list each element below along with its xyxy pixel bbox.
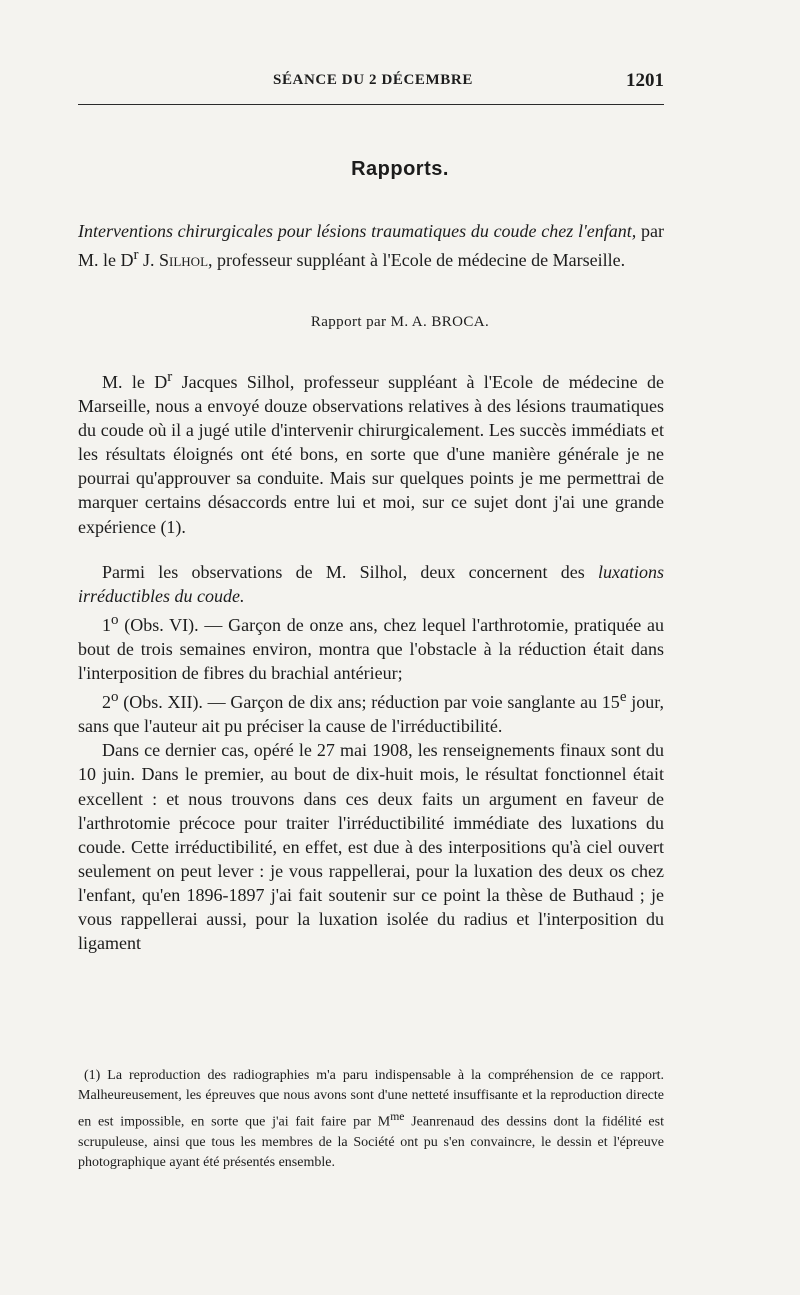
footnote-sup: me — [390, 1109, 405, 1123]
footnote-text-a: La reproduction des radiographies m'a paru indispensable à la compréhension de ce rapport. Malheureusement, les épreuves que nous avons sont d'une netteté insuffisante et la reproduction directe en est impossible, en sorte que j'ai fait faire par M — [78, 1068, 664, 1130]
running-title: SÉANCE DU 2 DÉCEMBRE — [273, 72, 473, 88]
footnote-mark: (1) — [84, 1068, 101, 1083]
p2-start: Parmi les observations de M. Silhol, deux concernent des — [102, 561, 598, 582]
section-title: Rapports. — [351, 158, 449, 180]
p4-text-b: jour, sans que l'auteur ait pu préciser la cause de l'irréductibilité. — [78, 692, 664, 737]
page-number: 1201 — [626, 70, 664, 91]
p4-sup2: e — [619, 689, 627, 706]
p3-sup: o — [111, 611, 119, 628]
body-text — [78, 365, 664, 955]
article-heading — [78, 219, 664, 272]
paragraph-3 — [78, 608, 664, 685]
p1-start: M. le D — [102, 372, 168, 392]
author-name: Silhol — [159, 250, 209, 271]
article-by: par M. le D — [78, 221, 664, 271]
author-affiliation: , professeur suppléant à l'Ecole de médecine de Marseille. — [208, 250, 626, 271]
paragraph-5: Dans ce dernier cas, opéré le 27 mai 1908, les renseignements finaux sont du 10 juin. Dans le premier, au bout de dix-huit mois, le résultat fonctionnel était excellent : et nous trouvons dans ces deux faits un argument en faveur de l'arthrotomie précoce pour traiter l'irréductibilité immédiate des luxations du coude. Cette irréductibilité, en effet, est due à des interpositions qu'à ciel ouvert seulement on peut lever : je vous rappellerai, pour la luxation des deux os chez l'enfant, qu'en 1896-1897 j'ai fait soutenir sur ce point la thèse de Buthaud ; je vous rappellerai aussi, pour la luxation isolée du radius et l'interposition du ligament — [78, 740, 664, 954]
article-initial: J. — [138, 250, 160, 271]
running-head — [78, 70, 664, 94]
rapporteur: Rapport par M. A. BROCA. — [310, 314, 490, 330]
header-rule — [78, 104, 664, 105]
p4-num: 2 — [102, 692, 111, 713]
p2-italic: luxations irréductibles du coude. — [78, 561, 664, 606]
p4-text-a: (Obs. XII). — Garçon de dix ans; réduction par voie sanglante au 15 — [118, 692, 620, 713]
article-title: Interventions chirurgicales pour lésions traumatiques du coude chez l'enfant, — [78, 221, 637, 241]
paragraph-2 — [78, 560, 664, 608]
p1-sup: r — [167, 369, 173, 385]
title-sup: r — [133, 247, 139, 264]
p3-text: (Obs. VI). — Garçon de onze ans, chez lequel l'arthrotomie, pratiquée au bout de trois semaines environ, montra que l'obstacle à la réduction était dans l'interposition de fibres du brachial antérieur; — [78, 614, 664, 684]
p3-num: 1 — [102, 614, 111, 635]
paragraph-4 — [78, 685, 664, 738]
footnote — [78, 1066, 664, 1174]
paragraph-1 — [78, 365, 664, 539]
p1-rest: Jacques Silhol, professeur suppléant à l'Ecole de médecine de Marseille, nous a envoyé douze observations relatives à des lésions traumatiques du coude où il a jugé utile d'intervenir chirurgicalement. Les succès immédiats et les résultats éloignés ont été bons, en sorte que d'une manière générale je ne pourrai qu'approuver sa conduite. Mais sur quelques points je me permettrai de marquer certains désaccords entre lui et moi, sur ce sujet dont j'ai une grande expérience (1). — [78, 372, 665, 537]
p4-sup: o — [111, 689, 119, 706]
footnote-text-b: Jeanrenaud des dessins dont la fidélité est scrupuleuse, ainsi que tous les membres de la Société ont pu s'en convaincre, le dessin et l'épreuve photographique ayant été présentés ensemble. — [78, 1114, 664, 1171]
